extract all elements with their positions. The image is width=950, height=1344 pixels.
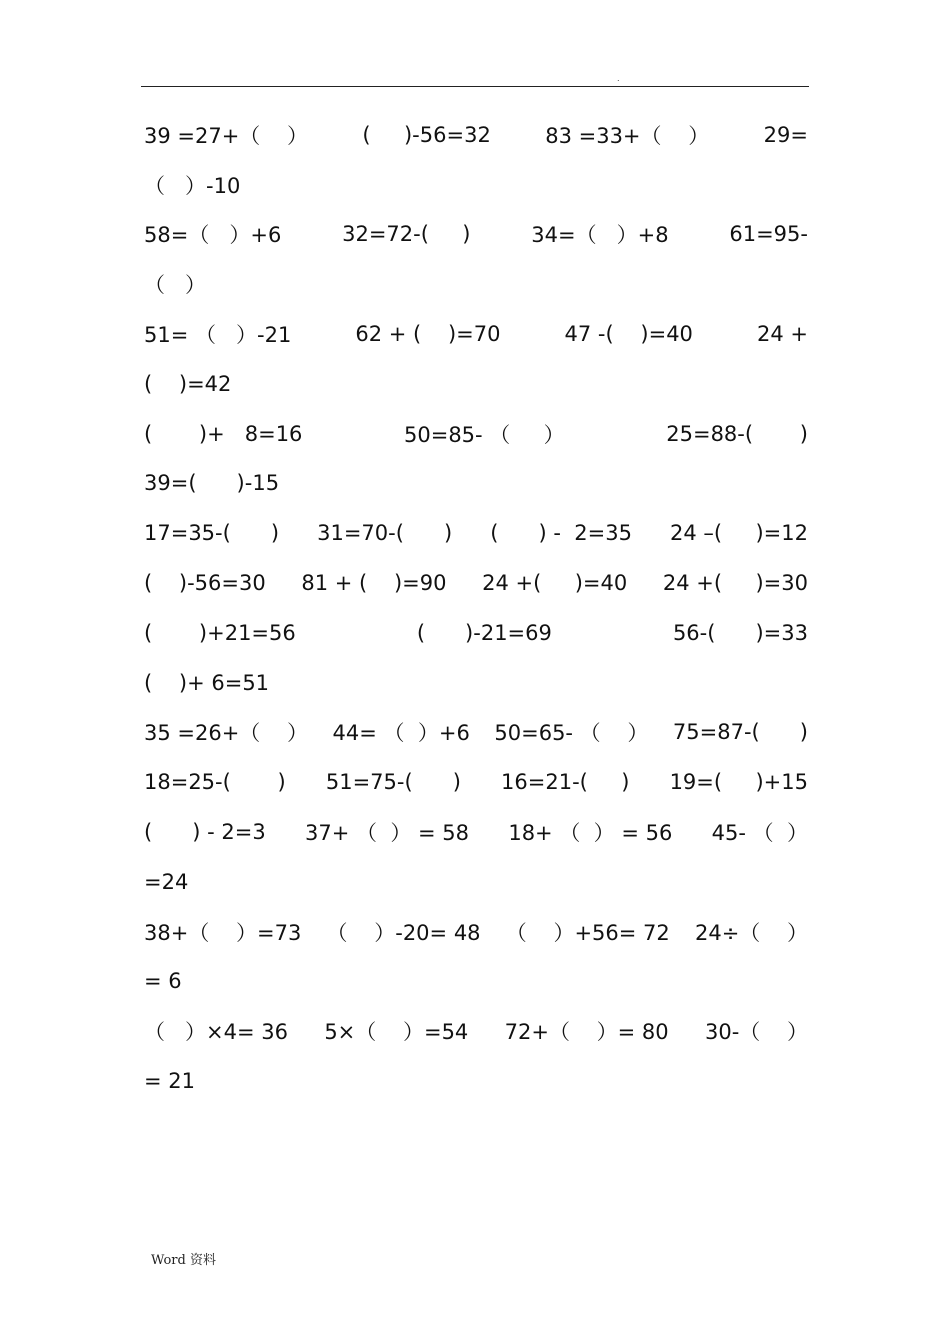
equation: 72+（ ）= 80 [504, 1020, 669, 1045]
header-dot: . [617, 74, 620, 83]
equation: （ ）+56= 72 [505, 920, 670, 945]
equation: （ ）×4= 36 [144, 1020, 288, 1045]
exercise-row-continued [144, 160, 808, 210]
exercise-row [144, 309, 808, 359]
exercise-list [144, 110, 808, 1106]
exercise-row-continued [144, 359, 808, 409]
exercise-row [144, 508, 808, 558]
equation: 50=85- （ ） [404, 422, 565, 447]
exercise-row [144, 807, 808, 857]
equation: 25=88-( ) [666, 421, 808, 446]
equation: ( )+ 8=16 [144, 421, 303, 446]
equation: 29= [763, 122, 808, 147]
equation: = 6 [144, 969, 182, 994]
equation: ( )-21=69 [416, 620, 552, 645]
equation: 39=( )-15 [144, 471, 280, 496]
exercise-row [144, 757, 808, 807]
equation: ( )+ 6=51 [144, 670, 270, 695]
equation: 18+ （ ） = 56 [508, 821, 673, 846]
exercise-row [144, 1006, 808, 1056]
equation: 51=75-( ) [325, 770, 461, 795]
equation: 24÷（ ） [694, 920, 808, 945]
exercise-row [144, 409, 808, 459]
equation: 31=70-( ) [317, 521, 453, 546]
equation: ( )-56=30 [144, 571, 266, 596]
equation: 30-（ ） [704, 1020, 808, 1045]
exercise-row [144, 708, 808, 758]
equation: （ ）-20= 48 [326, 920, 481, 945]
equation: 83 =33+（ ） [545, 123, 710, 148]
equation: 38+（ ）=73 [144, 920, 302, 945]
equation: 5×（ ）=54 [324, 1020, 469, 1045]
equation: 24 +( )=40 [482, 571, 628, 596]
header-rule [141, 86, 809, 87]
exercise-row-continued [144, 857, 808, 907]
equation: ( ) - 2=35 [490, 521, 632, 546]
equation: 58=（ ）+6 [144, 223, 282, 248]
footer-label: Word 资料 [151, 1253, 216, 1268]
equation: 62 + ( )=70 [355, 322, 501, 347]
equation: 24 –( )=12 [670, 521, 808, 546]
equation: ( ) - 2=3 [144, 820, 266, 845]
equation: = 21 [144, 1069, 195, 1094]
equation: 39 =27+（ ） [144, 123, 309, 148]
exercise-row [144, 907, 808, 957]
equation: ( )+21=56 [144, 620, 296, 645]
exercise-row [144, 658, 808, 708]
equation: ( )-56=32 [362, 122, 491, 147]
equation: 45- （ ） [711, 821, 808, 846]
exercise-row [144, 558, 808, 608]
equation: 47 -( )=40 [564, 322, 693, 347]
equation: 16=21-( ) [501, 770, 630, 795]
equation: 19=( )+15 [669, 770, 808, 795]
equation: 24 + [756, 322, 808, 347]
equation: 34=（ ）+8 [531, 223, 669, 248]
equation: 32=72-( ) [342, 222, 471, 247]
equation: =24 [144, 869, 189, 894]
equation: 51= （ ）-21 [144, 323, 292, 348]
equation: 50=65- （ ） [494, 721, 649, 746]
equation: 61=95- [729, 222, 808, 247]
exercise-row-continued [144, 259, 808, 309]
equation: 44= （ ）+6 [332, 721, 470, 746]
exercise-row-continued [144, 957, 808, 1007]
equation: 56-( )=33 [672, 620, 808, 645]
equation: 18=25-( ) [144, 770, 286, 795]
exercise-row-continued [144, 1056, 808, 1106]
equation: 75=87-( ) [672, 720, 808, 745]
equation: 17=35-( ) [144, 521, 280, 546]
exercise-row [144, 210, 808, 260]
exercise-row [144, 459, 808, 509]
equation: 81 + ( )=90 [301, 571, 447, 596]
equation: （ ） [144, 273, 207, 298]
equation: 35 =26+（ ） [144, 721, 309, 746]
equation: （ ）-10 [144, 173, 241, 198]
exercise-row [144, 608, 808, 658]
equation: ( )=42 [144, 371, 232, 396]
equation: 37+ （ ） = 58 [305, 821, 470, 846]
equation: 24 +( )=30 [662, 571, 808, 596]
exercise-row [144, 110, 808, 160]
